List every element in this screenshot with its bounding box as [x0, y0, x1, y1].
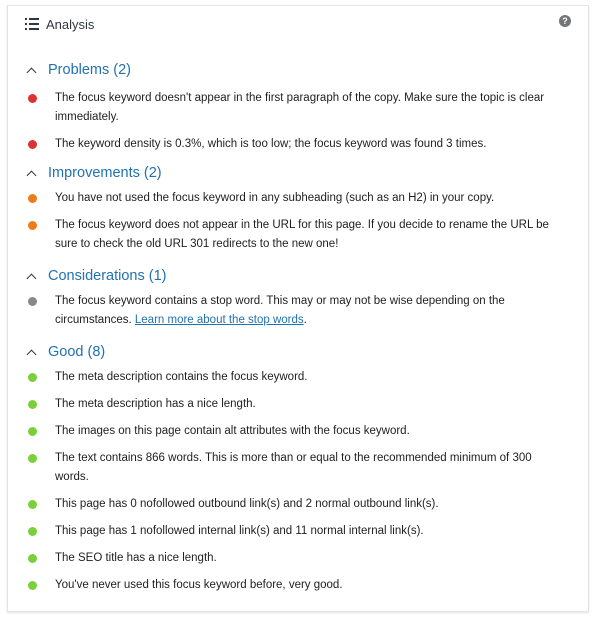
chevron-up-icon[interactable]	[27, 349, 37, 359]
analysis-panel	[7, 5, 589, 612]
item-text: The text contains 866 words. This is more than or equal to the recommended minimum of 300 words.	[55, 452, 532, 483]
good-bullet-icon	[28, 500, 37, 509]
list-item	[25, 135, 565, 154]
item-text: This page has 1 nofollowed internal link(s) and 11 normal internal link(s).	[55, 525, 424, 537]
panel-title: Analysis	[46, 16, 95, 32]
section-header-problems[interactable]	[25, 61, 565, 79]
list-item	[25, 216, 565, 254]
section-header-improvements[interactable]	[25, 164, 565, 182]
chevron-up-icon[interactable]	[27, 273, 37, 283]
improvement-bullet-icon	[28, 221, 37, 230]
list-item	[25, 549, 565, 568]
good-bullet-icon	[28, 581, 37, 590]
section-title-considerations[interactable]: Considerations (1)	[48, 268, 167, 284]
chevron-up-icon[interactable]	[27, 170, 37, 180]
list-item	[25, 522, 565, 541]
list-item	[25, 395, 565, 414]
list-item	[25, 89, 565, 127]
section-problems	[25, 61, 565, 154]
item-text: The keyword density is 0.3%, which is too low; the focus keyword was found 3 times.	[55, 138, 487, 150]
item-text: The meta description has a nice length.	[55, 398, 256, 410]
help-icon[interactable]: ?	[559, 15, 571, 27]
item-text: The meta description contains the focus keyword.	[55, 371, 308, 383]
learn-more-stop-words-link[interactable]: Learn more about the stop words	[134, 314, 304, 326]
list-icon	[25, 18, 39, 30]
good-bullet-icon	[28, 373, 37, 382]
item-text: The SEO title has a nice length.	[55, 552, 217, 564]
item-trailing: .	[303, 314, 307, 326]
list-item	[25, 576, 565, 595]
section-good	[25, 343, 565, 595]
list-item	[25, 189, 565, 208]
chevron-up-icon[interactable]	[27, 67, 37, 77]
section-improvements	[25, 164, 565, 254]
item-text: You have not used the focus keyword in any subheading (such as an H2) in your copy.	[55, 192, 495, 204]
consideration-bullet-icon	[28, 297, 37, 306]
good-bullet-icon	[28, 454, 37, 463]
list-item	[25, 449, 565, 487]
list-item	[25, 495, 565, 514]
list-item	[25, 292, 565, 330]
good-bullet-icon	[28, 400, 37, 409]
section-header-considerations[interactable]	[25, 267, 565, 285]
item-text: The focus keyword doesn't appear in the first paragraph of the copy. Make sure the topic is clear immediately.	[55, 92, 545, 123]
section-title-problems[interactable]: Problems (2)	[48, 62, 131, 78]
section-title-good[interactable]: Good (8)	[48, 344, 106, 360]
problem-bullet-icon	[28, 94, 37, 103]
good-bullet-icon	[28, 427, 37, 436]
item-text: This page has 0 nofollowed outbound link(s) and 2 normal outbound link(s).	[55, 498, 439, 510]
item-text: The images on this page contain alt attributes with the focus keyword.	[55, 425, 410, 437]
panel-header	[25, 14, 94, 34]
list-item	[25, 368, 565, 387]
section-considerations	[25, 267, 565, 330]
problem-bullet-icon	[28, 140, 37, 149]
item-text: You've never used this focus keyword before, very good.	[55, 579, 343, 591]
list-item	[25, 422, 565, 441]
item-text: The focus keyword does not appear in the URL for this page. If you decide to rename the URL be sure to check the old URL 301 redirects to the new one!	[55, 219, 549, 250]
good-bullet-icon	[28, 527, 37, 536]
section-header-good[interactable]	[25, 343, 565, 361]
improvement-bullet-icon	[28, 194, 37, 203]
item-text: The focus keyword contains a stop word. This may or may not be wise depending on the circumstances.	[55, 295, 505, 326]
good-bullet-icon	[28, 554, 37, 563]
section-title-improvements[interactable]: Improvements (2)	[48, 165, 162, 181]
